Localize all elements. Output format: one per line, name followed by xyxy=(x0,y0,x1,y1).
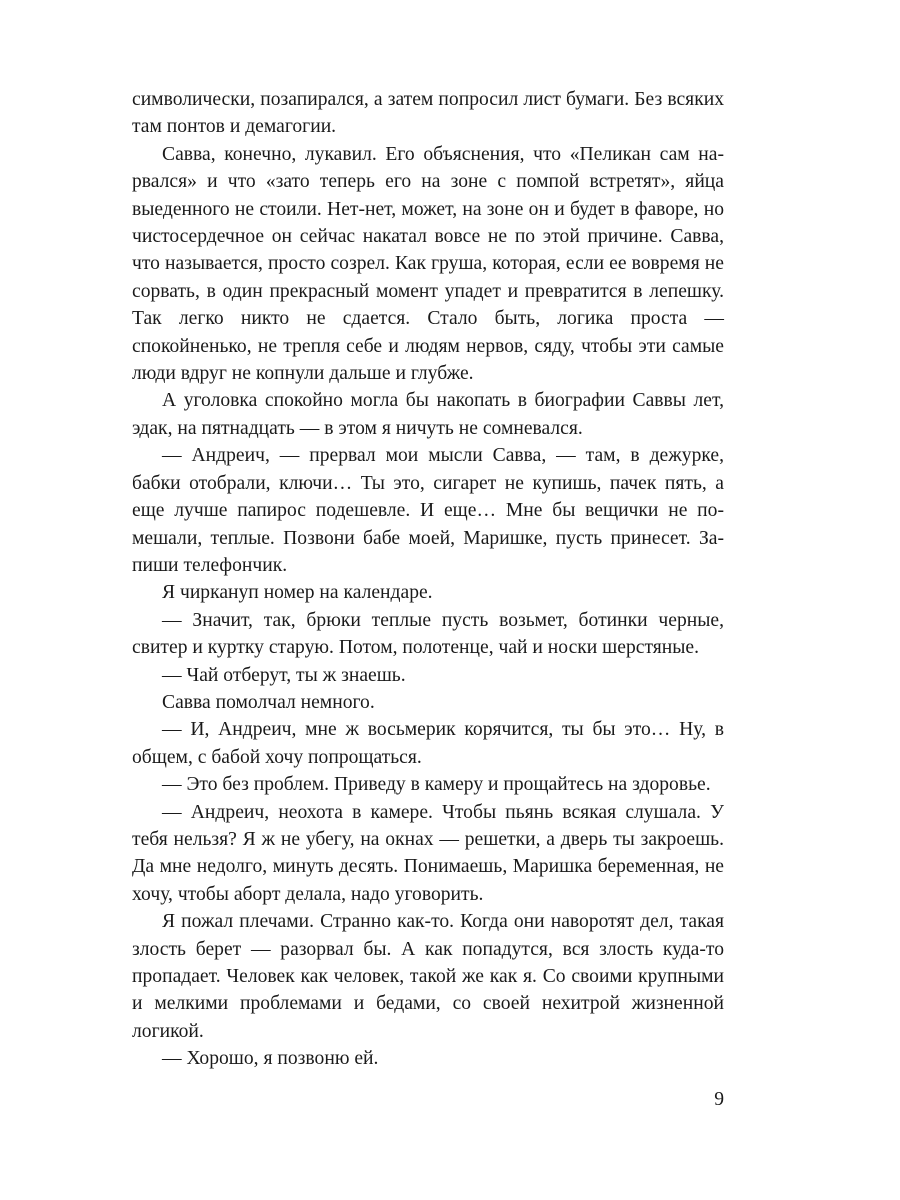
paragraph-dialogue: — Андреич, неохота в камере. Чтобы пьянь всякая слушала. У тебя нельзя? Я ж не убегу, на окнах — решетки, а дверь ты закроешь. Да мне недолго, минуть десять. Понимаешь, Маришка беременная, не хочу, чтобы аборт делала, надо уговорить. xyxy=(132,801,724,905)
paragraph: Савва помолчал немного. xyxy=(162,691,375,713)
paragraph-dialogue: — Андреич, — прервал мои мысли Савва, — там, в дежурке, бабки отобрали, ключи… Ты это, сигарет не купишь, пачек пять, а еще лучше папирос подешевле. И еще… Мне бы вещички не помешали, теплые. Позвони бабе моей, Маришке, пусть принесет. Запиши телефончик. xyxy=(132,445,724,576)
paragraph-dialogue: — Чай отберут, ты ж знаешь. xyxy=(162,664,406,686)
paragraph: Савва, конечно, лукавил. Его объяснения, что «Пеликан сам нарвался» и что «зато теперь его на зоне с помпой встретят», яйца выеденного не стоили. Нет-нет, может, на зоне он и будет в фаворе, но чистосердечное он сейчас накатал вовсе не по этой причине. Савва, что называется, просто созрел. Как груша, которая, если ее вовремя не сорвать, в один прекрасный момент упадет и превратится в лепешку. Так легко никто не сдается. Стало быть, логика проста — спокойненько, не трепля себе и людям нервов, сяду, чтобы эти самые люди вдруг не копнули дальше и глубже. xyxy=(132,143,724,385)
paragraph: Я чиркануп номер на календаре. xyxy=(162,582,433,604)
page-number: 9 xyxy=(714,1089,724,1110)
paragraph: А уголовка спокойно могла бы накопать в биографии Саввы лет, эдак, на пятнадцать — в этом я ничуть не сомневался. xyxy=(132,390,724,439)
paragraph-dialogue: — Хорошо, я позвоню ей. xyxy=(162,1048,379,1070)
paragraph-dialogue: — И, Андреич, мне ж восьмерик корячится, ты бы это… Ну, в общем, с бабой хочу попрощаться. xyxy=(132,719,724,768)
paragraph-dialogue: — Значит, так, брюки теплые пусть возьмет, ботинки черные, свитер и куртку старую. Потом, полотенце, чай и носки шерстяные. xyxy=(132,609,724,659)
paragraph-continued: символически, позапирался, а затем попросил лист бумаги. Без всяких там понтов и демагогии. xyxy=(132,89,724,138)
paragraph-dialogue: — Это без проблем. Приведу в камеру и прощайтесь на здоровье. xyxy=(162,774,711,796)
paragraph: Я пожал плечами. Странно как-то. Когда они наворотят дел, такая злость берет — разорвал бы. А как попадутся, вся злость куда-то пропадает. Человек как человек, такой же как я. Со своими крупными и мелкими проблемами и бедами, со своей нехитрой жизненной логикой. xyxy=(132,911,724,1042)
body-text xyxy=(132,86,724,1073)
